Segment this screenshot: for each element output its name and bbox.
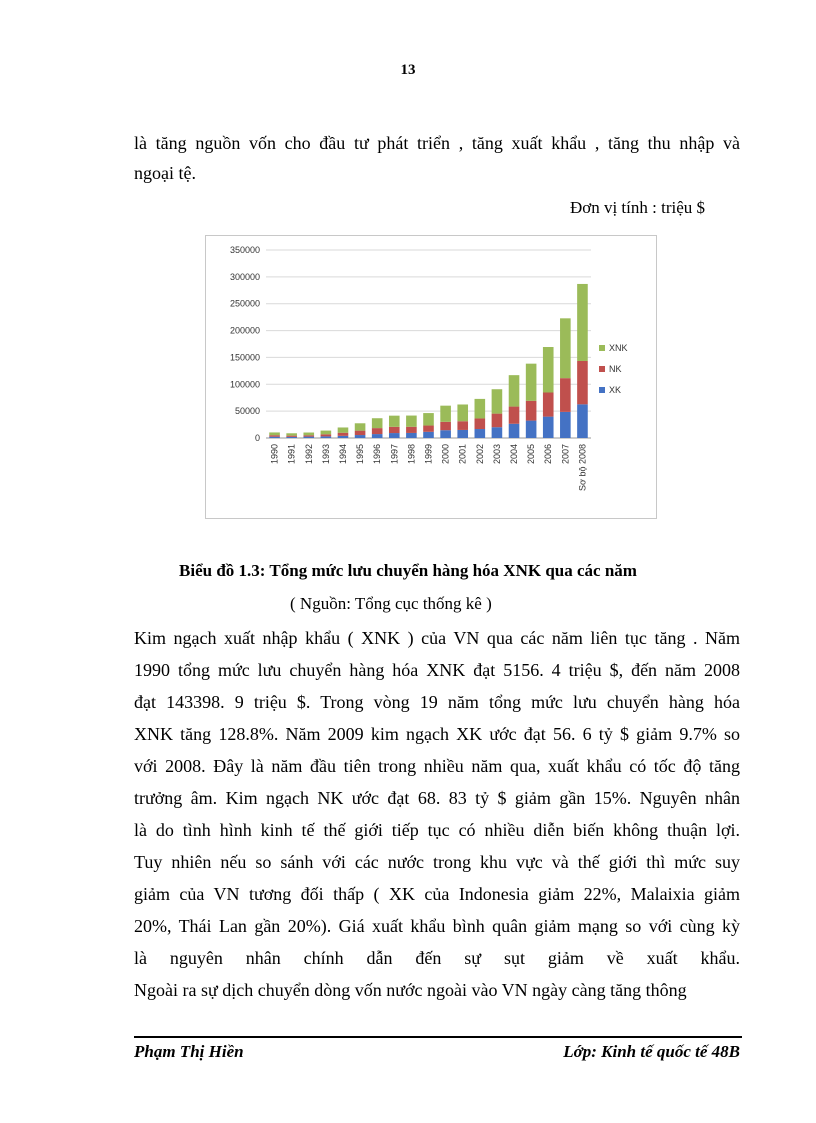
bar-segment-xnk — [321, 431, 332, 435]
y-tick-label: 50000 — [234, 406, 260, 417]
x-tick-label: Sơ bộ 2008 — [577, 444, 588, 491]
x-tick-label: 2001 — [457, 444, 468, 465]
x-tick-label: 2000 — [440, 444, 451, 465]
text-line: Kim ngạch xuất nhập khẩu ( XNK ) của VN qua các năm liên tục tăng . Năm — [134, 628, 740, 648]
bar-segment-nk — [406, 427, 417, 433]
y-tick-label: 350000 — [229, 245, 260, 255]
text-line: trưởng âm. Kim ngạch NK ước đạt 68. 83 tỷ $ giảm gần 15%. Nguyên nhân — [134, 788, 740, 808]
bar-segment-xk — [577, 404, 588, 438]
legend-label: XNK — [609, 343, 628, 353]
bar-segment-xnk — [526, 364, 537, 401]
bar-segment-xk — [543, 417, 554, 438]
chart-frame — [205, 235, 657, 519]
bar-segment-xk — [457, 430, 468, 438]
x-tick-label: 1995 — [355, 444, 366, 465]
page-number: 13 — [400, 62, 416, 78]
legend-swatch — [599, 366, 605, 372]
bar-segment-nk — [457, 421, 468, 430]
y-tick-label: 100000 — [229, 379, 260, 390]
legend-label: XK — [609, 385, 622, 395]
bar-segment-xk — [303, 437, 314, 438]
x-tick-label: 1994 — [337, 444, 348, 465]
bar-segment-xk — [509, 424, 520, 438]
bar-segment-xnk — [475, 399, 486, 419]
stacked-bar-chart — [206, 236, 656, 518]
legend-swatch — [599, 387, 605, 393]
bar-segment-xnk — [269, 432, 280, 435]
bar-segment-nk — [372, 428, 383, 434]
bar-segment-xk — [423, 432, 434, 438]
bar-segment-xk — [321, 436, 332, 438]
footer-author: Phạm Thị Hiền — [134, 1042, 244, 1061]
bar-segment-xk — [338, 436, 349, 438]
x-tick-label: 1990 — [269, 444, 280, 465]
x-tick-label: 2002 — [474, 444, 485, 465]
x-tick-label: 2003 — [491, 444, 502, 465]
bar-segment-nk — [423, 426, 434, 432]
bar-segment-nk — [560, 378, 571, 412]
x-tick-label: 2004 — [509, 444, 520, 465]
bar-segment-xnk — [509, 375, 520, 406]
bar-segment-xnk — [286, 433, 297, 435]
footer-class: Lớp: Kinh tế quốc tế 48B — [563, 1042, 740, 1061]
x-tick-label: 1993 — [320, 444, 331, 465]
text-line: XNK tăng 128.8%. Năm 2009 kim ngạch XK ước đạt 56. 6 tỷ $ giảm 9.7% so — [134, 724, 740, 744]
bar-segment-xnk — [560, 318, 571, 378]
bar-segment-xk — [406, 433, 417, 438]
bar-segment-nk — [286, 436, 297, 437]
bar-segment-nk — [543, 393, 554, 417]
intro-paragraph — [134, 128, 740, 188]
text-line: ngoại tệ. — [134, 163, 196, 183]
bar-segment-xnk — [406, 416, 417, 427]
bar-segment-xnk — [543, 347, 554, 392]
x-tick-label: 2006 — [543, 444, 554, 465]
text-line: với 2008. Đây là năm đầu tiên trong nhiều năm qua, xuất khẩu có tốc độ tăng — [134, 756, 740, 776]
bar-segment-xk — [355, 435, 366, 438]
x-tick-label: 2005 — [526, 444, 537, 465]
bar-segment-xnk — [423, 413, 434, 425]
bar-segment-xnk — [338, 427, 349, 432]
bar-segment-nk — [389, 427, 400, 433]
bar-segment-nk — [303, 435, 314, 436]
bar-segment-nk — [338, 433, 349, 436]
bar-segment-nk — [355, 431, 366, 435]
bar-segment-xnk — [355, 423, 366, 430]
bar-segment-xk — [372, 434, 383, 438]
chart-caption: Biểu đồ 1.3: Tổng mức lưu chuyển hàng hóa XNK qua các năm — [179, 561, 637, 580]
bar-segment-xk — [440, 430, 451, 438]
bar-segment-nk — [577, 361, 588, 404]
bar-segment-nk — [440, 422, 451, 430]
bar-segment-xnk — [492, 389, 503, 413]
bar-segment-xk — [389, 433, 400, 438]
text-line: Tuy nhiên nếu so sánh với các nước trong khu vực và thế giới thì mức suy — [134, 852, 740, 872]
footer-divider — [134, 1036, 742, 1038]
bar-segment-nk — [526, 401, 537, 421]
x-tick-label: 1997 — [389, 444, 400, 465]
bar-segment-xnk — [577, 284, 588, 361]
legend-swatch — [599, 345, 605, 351]
bar-segment-xk — [560, 412, 571, 438]
bar-segment-xk — [269, 437, 280, 438]
text-line: 20%, Thái Lan gần 20%). Giá xuất khẩu bình quân giảm mạng so với cùng kỳ — [134, 916, 740, 936]
x-tick-label: 1998 — [406, 444, 417, 465]
bar-segment-xk — [475, 429, 486, 438]
x-tick-label: 1991 — [286, 444, 297, 465]
bar-segment-xk — [526, 421, 537, 438]
text-line: 1990 tổng mức lưu chuyển hàng hóa XNK đạt 5156. 4 triệu $, đến năm 2008 — [134, 660, 740, 680]
chart-source: ( Nguồn: Tổng cục thống kê ) — [290, 594, 492, 613]
y-tick-label: 200000 — [229, 325, 260, 336]
bar-segment-nk — [269, 435, 280, 437]
body-paragraph — [134, 622, 740, 1006]
unit-label: Đơn vị tính : triệu $ — [569, 198, 705, 217]
x-tick-label: 2007 — [560, 444, 571, 465]
bar-segment-xnk — [303, 433, 314, 436]
bar-segment-nk — [509, 407, 520, 424]
y-tick-label: 300000 — [229, 271, 260, 282]
text-line: Ngoài ra sự dịch chuyển dòng vốn nước ngoài vào VN ngày càng tăng thông — [134, 980, 687, 1000]
bar-segment-xk — [492, 427, 503, 438]
bar-segment-xnk — [389, 416, 400, 427]
bar-segment-xnk — [457, 404, 468, 421]
bar-segment-xnk — [440, 406, 451, 422]
text-line: là tăng nguồn vốn cho đầu tư phát triển , tăng xuất khẩu , tăng thu nhập và — [134, 133, 740, 153]
x-tick-label: 1999 — [423, 444, 434, 465]
text-line: là do tình hình kinh tế thế giới tiếp tục có nhiều diễn biến không thuận lợi. — [134, 820, 740, 840]
bar-segment-nk — [321, 434, 332, 436]
text-line: giảm của VN tương đối thấp ( XK của Indonesia giảm 22%, Malaixia giảm — [134, 884, 740, 904]
x-tick-label: 1992 — [303, 444, 314, 465]
text-line: đạt 143398. 9 triệu $. Trong vòng 19 năm tổng mức lưu chuyển hàng hóa — [134, 692, 740, 712]
bar-segment-xnk — [372, 418, 383, 428]
y-tick-label: 150000 — [229, 352, 260, 363]
legend-label: NK — [609, 364, 622, 374]
bar-segment-nk — [492, 414, 503, 428]
y-tick-label: 0 — [254, 433, 260, 443]
text-line: là nguyên nhân chính dẫn đến sự sụt giảm về xuất khẩu. — [134, 948, 740, 968]
y-tick-label: 250000 — [229, 298, 260, 309]
x-tick-label: 1996 — [372, 444, 383, 465]
bar-segment-xk — [286, 437, 297, 438]
bar-segment-nk — [475, 418, 486, 429]
